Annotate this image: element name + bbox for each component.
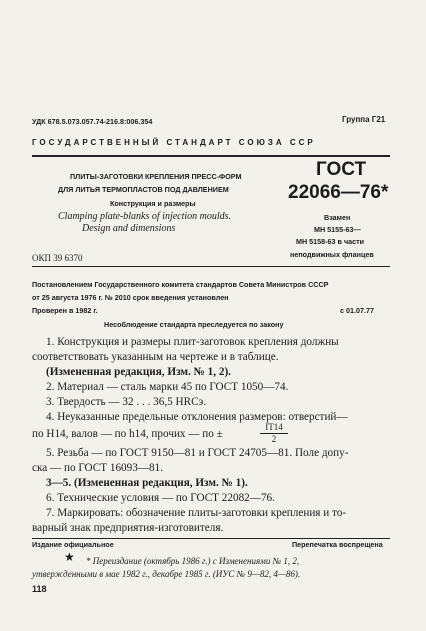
fraction-numerator: IT14 [265,422,283,432]
divider-top [32,155,390,157]
clause-7b: варный знак предприятия-изготовителя. [32,522,224,534]
clause-7a: 7. Маркировать: обозначение плиты-заготовки крепления и то- [46,507,347,519]
clause-1a: 1. Конструкция и размеры плит-заготовок крепления должны [46,336,339,348]
clause-6: 6. Технические условия — по ГОСТ 22082—76. [46,492,275,504]
clause-3-5-change: 3—5. (Измененная редакция, Изм. № 1). [46,477,248,489]
official-edition: Издание официальное [32,540,114,549]
decree-line2: от 25 августа 1976 г. № 2010 срок введения установлен [32,293,229,302]
clause-3: 3. Твердость — 32 . . . 36,5 HRCэ. [46,396,207,408]
legal-warning: Несоблюдение стандарта преследуется по закону [104,320,284,329]
udk-code: УДК 678.5.073.057.74-216.8:006.354 [32,117,153,126]
clause-4b: по H14, валов — по h14, прочих — по ± [32,428,223,440]
star-mark: ★ [64,550,75,564]
divider-footer [32,538,390,539]
replaces-mn3: неподвижных фланцев [290,250,374,259]
clause-5b: ска — по ГОСТ 16093—81. [32,462,163,474]
decree-checked: Проверен в 1982 г. [32,306,98,315]
page-number: 118 [32,584,47,594]
decree-effective-date: с 01.07.77 [340,306,374,315]
clause-4a: 4. Неуказанные предельные отклонения размеров: отверстий— [46,411,348,423]
title-en-line1: Clamping plate-blanks of injection moulds. [58,211,232,222]
okp-code: ОКП 39 6370 [32,253,83,263]
standard-banner: ГОСУДАРСТВЕННЫЙ СТАНДАРТ СОЮЗА ССР [32,138,316,147]
title-en-line2: Design and dimensions [82,223,176,234]
gost-number: 22066—76* [288,182,389,203]
divider-okp [32,266,390,267]
reprint-note-line2: утвержденными в мае 1982 г., декабре 1985 г. (ИУС № 9—82, 4—86). [32,569,301,579]
clause-1b: соответствовать указанным на чертеже и в таблице. [32,351,279,363]
reprint-note-line1: * Переиздание (октябрь 1986 г.) с Изменениями № 1, 2, [86,556,300,566]
title-ru-line1: ПЛИТЫ-ЗАГОТОВКИ КРЕПЛЕНИЯ ПРЕСС-ФОРМ [70,172,242,181]
clause-2: 2. Материал — сталь марки 45 по ГОСТ 1050—74. [46,381,289,393]
reprint-prohibited: Перепечатка воспрещена [292,540,383,549]
title-ru-subtitle: Конструкция и размеры [110,199,196,208]
decree-line1: Постановлением Государственного комитета стандартов Совета Министров СССР [32,280,329,289]
gost-label: ГОСТ [316,159,367,180]
clause-1-change: (Измененная редакция, Изм. № 1, 2). [46,366,231,378]
replaces-label: Взамен [324,213,351,222]
replaces-mn2: МН 5158-63 в части [296,237,365,246]
clause-5a: 5. Резьба — по ГОСТ 9150—81 и ГОСТ 24705—81. Поле допу- [46,447,349,459]
replaces-mn1: МН 5155-63— [314,225,361,234]
fraction-denominator: 2 [271,434,277,444]
title-ru-line2: ДЛЯ ЛИТЬЯ ТЕРМОПЛАСТОВ ПОД ДАВЛЕНИЕМ [58,185,229,194]
group-code: Группа Г21 [342,115,386,124]
